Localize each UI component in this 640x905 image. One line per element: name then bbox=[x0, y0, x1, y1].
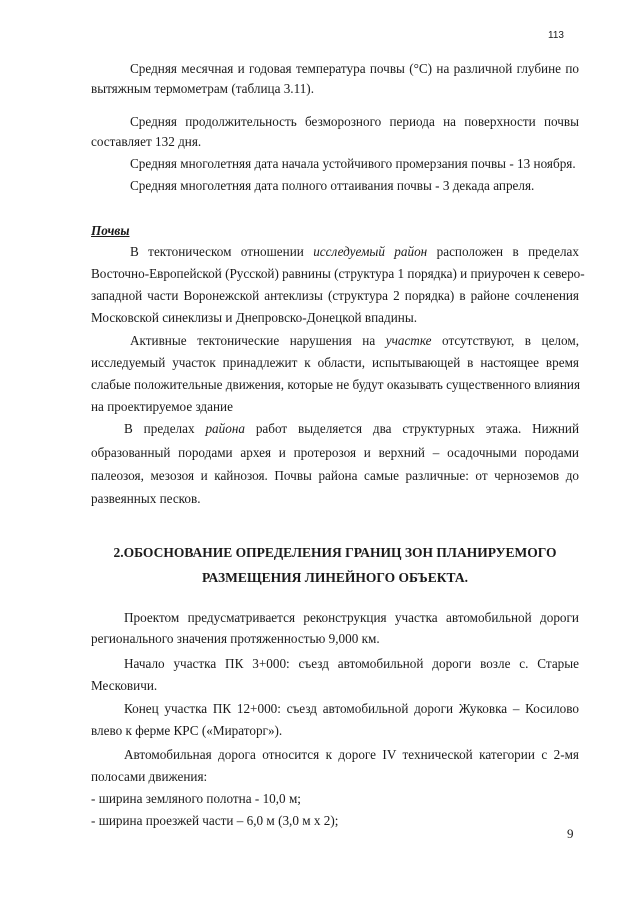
section-2-paragraph-3-line-1: Конец участка ПК 12+000: съезд автомобильной дороги Жуковка – Косилово bbox=[124, 701, 579, 716]
climate-paragraph-2-line-1: Средняя продолжительность безморозного периода на поверхности почвы bbox=[130, 114, 579, 129]
soils-paragraph-2-line-4: на проектируемое здание bbox=[91, 399, 233, 414]
climate-paragraph-1-line-1: Средняя месячная и годовая температура почвы (°С) на различной глубине по bbox=[130, 61, 579, 76]
soils-paragraph-2-line-1: Активные тектонические нарушения на участке отсутствуют, в целом, bbox=[130, 333, 579, 348]
section-2-paragraph-1-line-1: Проектом предусматривается реконструкция участка автомобильной дороги bbox=[124, 610, 579, 625]
climate-paragraph-2-line-2: составляет 132 дня. bbox=[91, 134, 202, 149]
soils-paragraph-2-line-3: слабые положительные движения, которые не будут оказывать существенного влияния bbox=[91, 377, 581, 392]
section-2-list-item-2: - ширина проезжей части – 6,0 м (3,0 м х 2); bbox=[91, 813, 339, 828]
climate-paragraph-1-line-2: вытяжным термометрам (таблица 3.11). bbox=[91, 81, 314, 96]
soils-paragraph-2-emphasis: участке bbox=[385, 333, 432, 348]
section-2-heading-line-2: РАЗМЕЩЕНИЯ ЛИНЕЙНОГО ОБЪЕКТА. bbox=[202, 570, 468, 585]
climate-paragraph-4: Средняя многолетняя дата полного оттаивания почвы - 3 декада апреля. bbox=[130, 178, 535, 193]
soils-paragraph-1-line-2: Восточно-Европейской (Русской) равнины (структура 1 порядка) и приурочен к северо- bbox=[91, 266, 585, 281]
section-2-paragraph-1-line-2: регионального значения протяженностью 9,000 км. bbox=[91, 631, 380, 646]
section-2-paragraph-4-line-1: Автомобильная дорога относится к дороге IV технической категории с 2-мя bbox=[124, 747, 579, 762]
soils-paragraph-3-line-4: развеянных песков. bbox=[91, 491, 201, 506]
soils-paragraph-3-line-2: образованный породами архея и протерозоя и верхний – осадочными породами bbox=[91, 445, 579, 460]
soils-paragraph-3-line-3: палеозоя, мезозоя и кайнозоя. Почвы района самые различные: от черноземов до bbox=[91, 468, 579, 483]
page-number-top: 113 bbox=[548, 30, 564, 41]
soils-paragraph-1-line-4: Московской синеклизы и Днепровско-Донецкой впадины. bbox=[91, 310, 418, 325]
section-2-list-item-1: - ширина земляного полотна - 10,0 м; bbox=[91, 791, 301, 806]
section-2-heading-line-1: 2.ОБОСНОВАНИЕ ОПРЕДЕЛЕНИЯ ГРАНИЦ ЗОН ПЛАНИРУЕМОГО bbox=[113, 545, 557, 560]
soils-paragraph-3-emphasis: района bbox=[205, 421, 245, 436]
page-number-bottom: 9 bbox=[567, 826, 574, 841]
soils-paragraph-1-line-1: В тектоническом отношении исследуемый район расположен в пределах bbox=[130, 244, 579, 259]
section-2-paragraph-3-line-2: влево к ферме КРС («Мираторг»). bbox=[91, 723, 283, 738]
soils-paragraph-3-line-1: В пределах района работ выделяется два структурных этажа. Нижний bbox=[124, 421, 579, 436]
soils-paragraph-1-line-3: западной части Воронежской антеклизы (структура 2 порядка) в районе сочленения bbox=[91, 288, 579, 303]
section-2-paragraph-2-line-2: Месковичи. bbox=[91, 678, 158, 693]
soils-paragraph-2-line-2: исследуемый участок принадлежит к области, испытывающей в настоящее время bbox=[91, 355, 579, 370]
soils-heading: Почвы bbox=[91, 223, 130, 238]
climate-paragraph-3: Средняя многолетняя дата начала устойчивого промерзания почвы - 13 ноября. bbox=[130, 156, 576, 171]
soils-paragraph-1-emphasis: исследуемый район bbox=[313, 244, 428, 259]
section-2-paragraph-4-line-2: полосами движения: bbox=[91, 769, 208, 784]
section-2-paragraph-2-line-1: Начало участка ПК 3+000: съезд автомобильной дороги возле с. Старые bbox=[124, 656, 579, 671]
